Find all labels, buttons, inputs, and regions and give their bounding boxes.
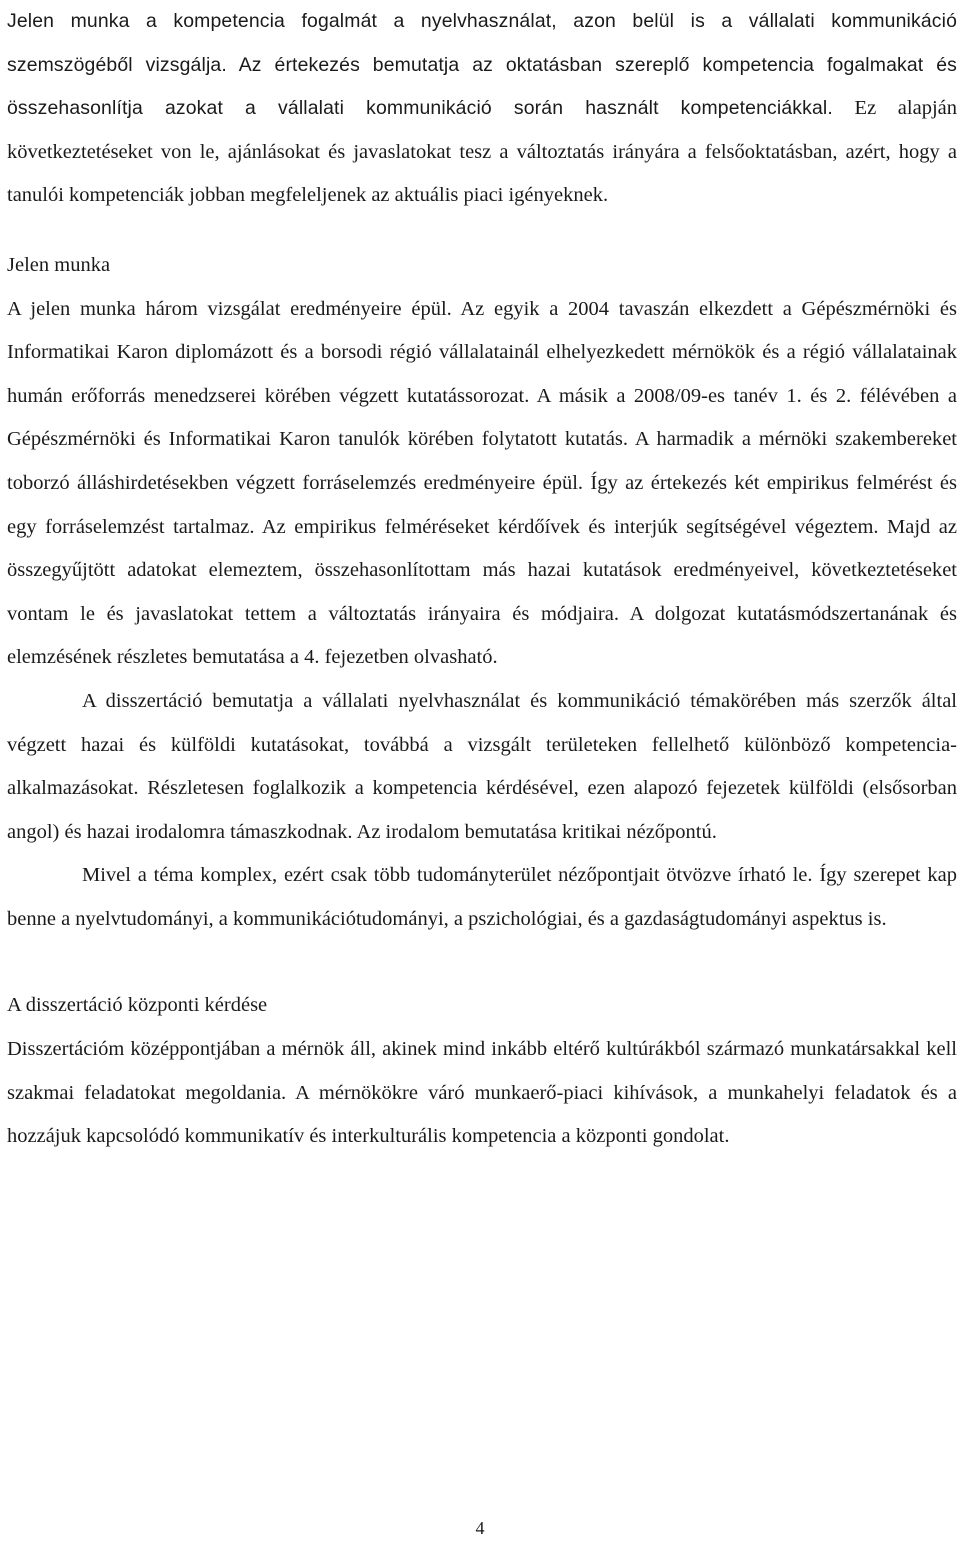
section-jelen-munka <box>7 244 957 942</box>
body-paragraph: Disszertációm középpontjában a mérnök áll, akinek mind inkább eltérő kultúrákból származó munkatársakkal kell szakmai feladatokat megoldania. A mérnökökre váró munkaerő-piaci kihívások, a munkahelyi feladatok és a hozzájuk kapcsolódó kommunikatív és interkulturális kompetencia a központi gondolat. <box>7 1038 957 1148</box>
section-heading-jelen-munka: Jelen munka <box>7 253 111 276</box>
body-paragraph: A disszertáció bemutatja a vállalati nyelvhasználat és kommunikáció témakörében más szerzők által végzett hazai és külföldi kutatásokat, továbbá a vizsgált területeken fellelhető különböző kompetencia-alkalmazásokat. Részletesen foglalkozik a kompetencia kérdésével, ezen alapozó fejezetek külföldi (elsősorban angol) és hazai irodalomra támaszkodnak. Az irodalom bemutatása kritikai nézőpontú. <box>7 689 957 843</box>
page-number: 4 <box>475 1518 485 1538</box>
intro-paragraph <box>7 0 957 218</box>
section-heading-kozponti-kerdes: A disszertáció központi kérdése <box>7 994 268 1017</box>
body-paragraph: Mivel a téma komplex, ezért csak több tudományterület nézőpontjait ötvözve írható le. Így szerepet kap benne a nyelvtudományi, a kommunikációtudományi, a pszichológiai, és a gazdaságtudományi aspektus is. <box>7 864 957 930</box>
section-kozponti-kerdes <box>7 984 957 1158</box>
body-paragraph: A jelen munka három vizsgálat eredményeire épül. Az egyik a 2004 tavaszán elkezdett a Gépészmérnöki és Informatikai Karon diplomázott és a borsodi régió vállalatainál elhelyezkedett mérnökök és a régió vállalatainak humán erőforrás menedzserei körében végzett kutatássorozat. A másik a 2008/09-es tanév 1. és 2. félévében a Gépészmérnöki és Informatikai Karon tanulók körében folytatott kutatás. A harmadik a mérnöki szakembereket toborzó álláshirdetésekben végzett forráselemzés eredményeire épül. Így az értekezés két empirikus felmérést és egy forráselemzést tartalmaz. Az empirikus felméréseket kérdőívek és interjúk segítségével végeztem. Majd az összegyűjtött adatokat elemeztem, összehasonlítottam más hazai kutatások eredményeivel, következtetéseket vontam le és javaslatokat tettem a változtatás irányaira és módjaira. A dolgozat kutatásmódszertanának és elemzésének részletes bemutatása a 4. fejezetben olvasható. <box>7 297 957 669</box>
intro-serif-text: Ez alapján következtetéseket von le, ajánlásokat és javaslatokat tesz a változtatás irányára a felsőoktatásban, azért, hogy a tanulói kompetenciák jobban megfeleljenek az aktuális piaci igényeknek. <box>7 97 957 207</box>
intro-sans-text: Jelen munka a kompetencia fogalmát a nyelvhasználat, azon belül is a vállalati kommunikáció szemszögéből vizsgálja. Az értekezés bemutatja az oktatásban szereplő kompetencia fogalmakat és összehasonlítja azokat a vállalati kommunikáció során használt kompetenciákkal. <box>7 10 957 120</box>
document-page <box>7 0 957 1159</box>
